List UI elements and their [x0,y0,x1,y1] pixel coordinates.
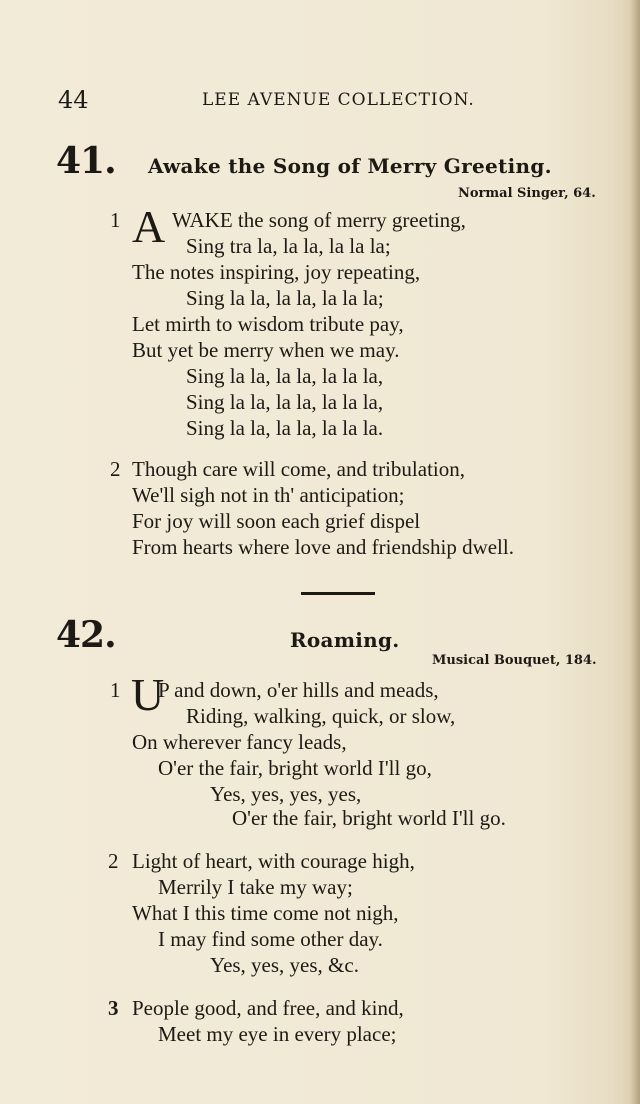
verse-line: People good, and free, and kind, [132,996,404,1020]
verse-line: Sing la la, la la, la la la, [186,364,384,388]
verse-line: Riding, walking, quick, or slow, [186,704,456,728]
page-number: 44 [58,86,89,114]
verse-line: Sing la la, la la, la la la. [186,416,384,440]
verse-line: From hearts where love and friendship dwell. [132,535,514,559]
verse-line: Yes, yes, yes, &c. [210,953,359,977]
page-edge-shadow [630,0,640,1104]
verse-line: Sing la la, la la, la la la; [186,286,384,310]
verse-line: Sing tra la, la la, la la la; [186,234,391,258]
running-head [58,86,498,114]
verse-line: I may find some other day. [158,927,383,951]
drop-cap: A [132,201,166,252]
hymn-number: 41. [56,140,116,182]
verse-line: P and down, o'er hills and meads, [158,678,439,702]
verse-line: Light of heart, with courage high, [132,849,415,873]
hymn-source: Normal Singer, 64. [458,186,596,201]
verse-number: 1 [110,208,121,232]
verse-line: The notes inspiring, joy repeating, [132,260,421,284]
verse-number: 3 [108,996,119,1020]
verse-number: 2 [108,849,119,873]
hymn-number: 42. [56,614,116,656]
verse-line: Meet my eye in every place; [158,1022,397,1046]
drop-cap: U [131,669,165,720]
running-title: LEE AVENUE COLLECTION. [202,90,475,110]
verse-line: We'll sigh not in th' anticipation; [132,483,405,507]
verse-line: Let mirth to wisdom tribute pay, [132,312,404,336]
hymn-title: Awake the Song of Merry Greeting. [148,154,552,178]
verse-line: Yes, yes, yes, yes, [210,782,362,806]
verse-number: 1 [110,678,121,702]
verse-line: But yet be merry when we may. [132,338,400,362]
verse-line: What I this time come not nigh, [132,901,399,925]
verse-line: WAKE the song of merry greeting, [172,208,466,232]
hymn-title: Roaming. [290,628,400,652]
verse-line: For joy will soon each grief dispel [132,509,421,533]
verse-line: O'er the fair, bright world I'll go, [158,756,432,780]
verse-line: Though care will come, and tribulation, [132,457,465,481]
verse-number: 2 [110,457,121,481]
verse-line: On wherever fancy leads, [132,730,347,754]
hymn-source: Musical Bouquet, 184. [432,653,597,668]
verse-line: O'er the fair, bright world I'll go. [232,806,506,830]
section-divider [301,592,375,595]
verse-line: Merrily I take my way; [158,875,353,899]
verse-line: Sing la la, la la, la la la, [186,390,384,414]
